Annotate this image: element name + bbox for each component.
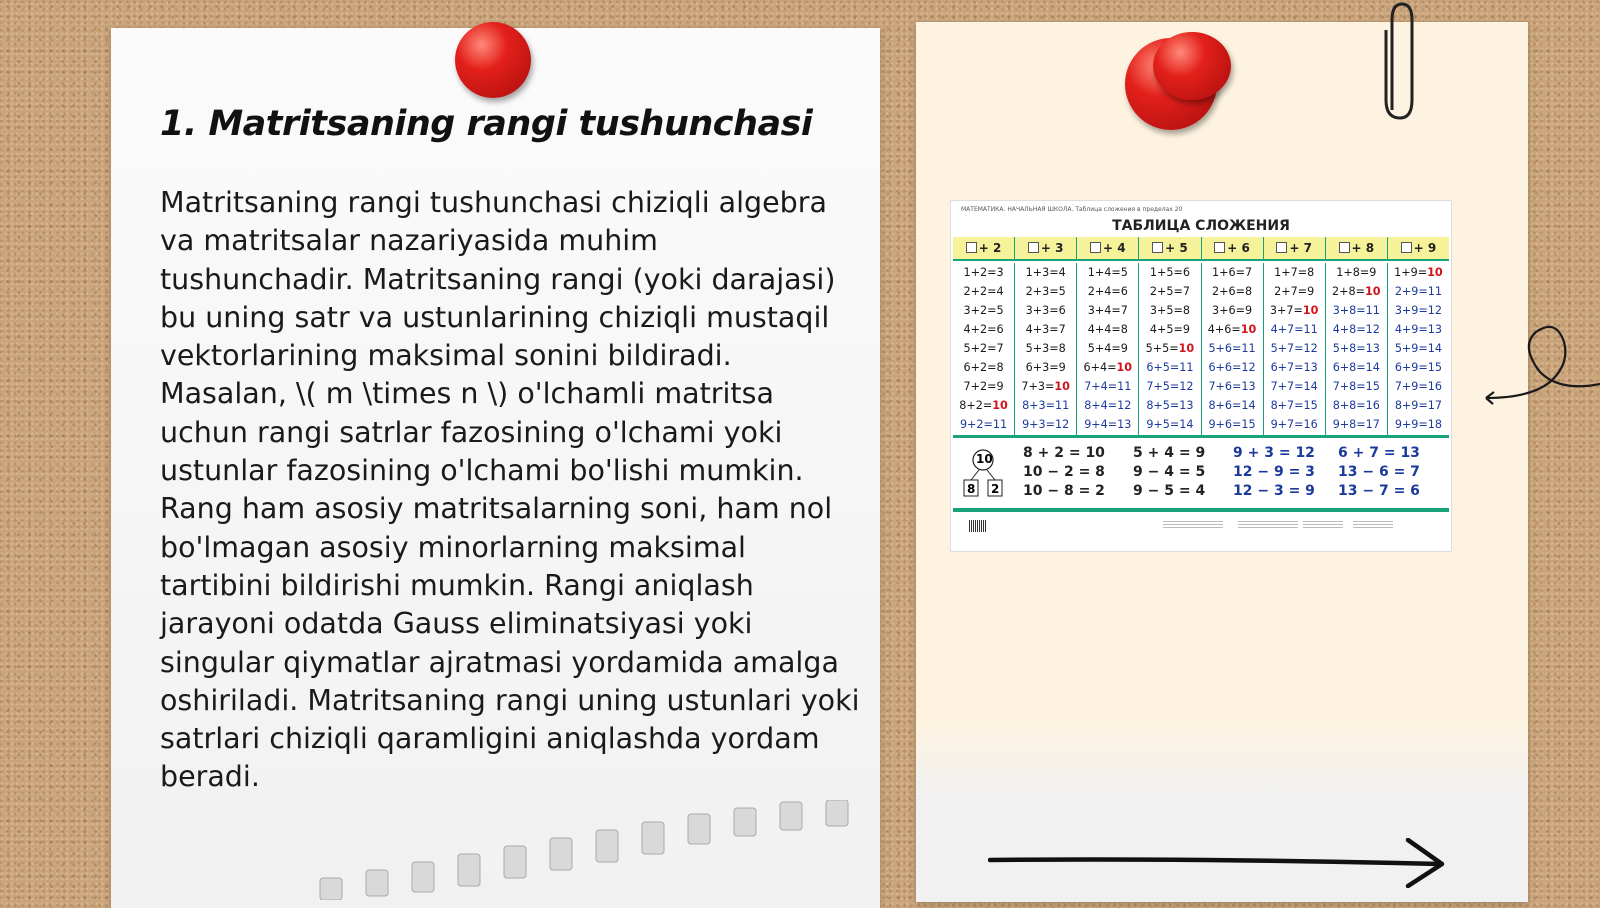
column-header: + 9 (1388, 237, 1449, 259)
addition-fact: 2+9=11 (1394, 285, 1443, 298)
addition-fact: 8+8=16 (1332, 399, 1380, 412)
addition-fact: 4+3=7 (1025, 323, 1066, 336)
addition-fact: 7+3=10 (1021, 380, 1070, 393)
curled-arrow-doodle (1480, 312, 1600, 412)
arrow-right-icon (988, 838, 1448, 888)
addition-fact: 7+5=12 (1146, 380, 1194, 393)
addition-fact: 2+5=7 (1149, 285, 1190, 298)
addition-fact: 9+4=13 (1084, 418, 1132, 431)
column-header: + 8 (1326, 237, 1388, 259)
addition-column (1264, 263, 1326, 435)
addition-fact: 5+4=9 (1087, 342, 1128, 355)
addition-fact: 8+9=17 (1394, 399, 1443, 412)
sum-line: 6 + 7 = 13 (1338, 445, 1420, 461)
addition-fact: 8+7=15 (1270, 399, 1318, 412)
red-pushpin-icon (1153, 32, 1231, 100)
slide-body-text: Matritsaning rangi tushunchasi chiziqli algebra va matritsalar nazariyasida muhim tushunchadir. Matritsaning rangi (yoki darajasi) bu uning satr va ustunlarining chiziqli mustaqil vektorlarining maksimal sonini bildiradi. Masalan, \( m \times n \) o'lchamli matritsa uchun rangi satrlar fazosining o'lchami yoki ustunlar fazosining o'lchami bo'lishi mumkin. Rang ham asosiy matritsalarning soni, ham nol bo'lmagan asosiy minorlarning maksimal tartibini bildirishi mumkin. Rangi aniqlash jarayoni odatda Gauss eliminatsiyasi yoki singular qiymatlar ajratmasi yordamida amalga oshiriladi. Matritsaning rangi uning ustunlari yoki satrlari chiziqli qaramligini aniqlashda yordam beradi. (160, 186, 860, 794)
addition-fact: 2+4=6 (1087, 285, 1128, 298)
column-header: + 7 (1264, 237, 1326, 259)
addition-grid (953, 263, 1449, 435)
addition-fact: 6+7=13 (1270, 361, 1318, 374)
box-number: 2 (991, 482, 1000, 496)
addition-fact: 8+2=10 (959, 399, 1008, 412)
barcode-icon (969, 520, 987, 532)
addition-fact: 9+3=12 (1022, 418, 1070, 431)
addition-fact: 7+4=11 (1084, 380, 1132, 393)
paperclip-icon (1378, 0, 1418, 125)
addition-fact: 1+4=5 (1087, 266, 1128, 279)
sum-line: 5 + 4 = 9 (1133, 445, 1206, 461)
addition-fact: 9+8=17 (1332, 418, 1380, 431)
addition-fact: 9+5=14 (1146, 418, 1194, 431)
example-sums (953, 435, 1449, 508)
addition-fact: 7+9=16 (1394, 380, 1443, 393)
addition-column (1388, 263, 1449, 435)
addition-fact: 1+8=9 (1336, 266, 1377, 279)
addition-fact: 4+4=8 (1087, 323, 1128, 336)
addition-fact: 7+2=9 (963, 380, 1004, 393)
addition-fact: 8+3=11 (1022, 399, 1070, 412)
addition-fact: 6+2=8 (963, 361, 1004, 374)
addition-fact: 2+8=10 (1332, 285, 1381, 298)
sum-line: 13 − 7 = 6 (1338, 483, 1420, 499)
addition-fact: 3+5=8 (1149, 304, 1190, 317)
addition-column (1139, 263, 1201, 435)
addition-fact: 7+7=14 (1270, 380, 1318, 393)
addition-fact: 5+6=11 (1208, 342, 1256, 355)
sum-line: 9 + 3 = 12 (1233, 445, 1315, 461)
sum-line: 10 − 8 = 2 (1023, 483, 1105, 499)
addition-fact: 1+7=8 (1274, 266, 1315, 279)
addition-column (953, 263, 1015, 435)
addition-fact: 8+4=12 (1084, 399, 1132, 412)
addition-fact: 5+2=7 (963, 342, 1004, 355)
addition-fact: 9+7=16 (1270, 418, 1318, 431)
addition-fact: 6+9=15 (1394, 361, 1443, 374)
addition-fact: 8+5=13 (1146, 399, 1194, 412)
addition-fact: 7+6=13 (1208, 380, 1256, 393)
addition-fact: 3+7=10 (1269, 304, 1319, 317)
addition-fact: 3+6=9 (1212, 304, 1253, 317)
addition-fact: 3+8=11 (1332, 304, 1380, 317)
addition-fact: 1+5=6 (1149, 266, 1190, 279)
addition-fact: 5+7=12 (1270, 342, 1318, 355)
column-header: + 2 (953, 237, 1015, 259)
addition-fact: 5+3=8 (1025, 342, 1066, 355)
addition-fact: 4+9=13 (1394, 323, 1443, 336)
sum-line: 13 − 6 = 7 (1338, 464, 1420, 480)
addition-fact: 2+3=5 (1025, 285, 1066, 298)
sum-line: 9 − 4 = 5 (1133, 464, 1206, 480)
column-header: + 5 (1139, 237, 1201, 259)
addition-fact: 1+3=4 (1025, 266, 1066, 279)
addition-fact: 4+8=12 (1332, 323, 1380, 336)
addition-fact: 9+6=15 (1208, 418, 1256, 431)
addition-fact: 6+4=10 (1083, 361, 1133, 374)
addition-fact: 2+2=4 (963, 285, 1004, 298)
red-pushpin-icon (455, 22, 531, 98)
addition-fact: 6+3=9 (1025, 361, 1066, 374)
circle-number: 10 (976, 452, 993, 466)
sum-line: 8 + 2 = 10 (1023, 445, 1105, 461)
addition-fact: 8+6=14 (1208, 399, 1256, 412)
addition-fact: 4+5=9 (1149, 323, 1190, 336)
addition-fact: 5+9=14 (1394, 342, 1443, 355)
addition-fact: 6+5=11 (1146, 361, 1194, 374)
sum-line: 9 − 5 = 4 (1133, 483, 1206, 499)
addition-column (1077, 263, 1139, 435)
addition-table-image (950, 200, 1452, 552)
addition-fact: 5+5=10 (1145, 342, 1195, 355)
slide-title: 1. Matritsaning rangi tushunchasi (160, 104, 813, 144)
poster-footer (953, 508, 1449, 538)
torn-paper-edge (300, 800, 880, 900)
addition-fact: 6+8=14 (1332, 361, 1380, 374)
column-header: + 4 (1077, 237, 1139, 259)
addition-fact: 7+8=15 (1332, 380, 1380, 393)
addition-fact: 9+9=18 (1394, 418, 1443, 431)
addition-fact: 6+6=12 (1208, 361, 1256, 374)
sum-line: 12 − 9 = 3 (1233, 464, 1315, 480)
addition-fact: 2+7=9 (1274, 285, 1315, 298)
addition-fact: 3+4=7 (1087, 304, 1128, 317)
addition-fact: 4+2=6 (963, 323, 1004, 336)
box-number: 8 (967, 482, 976, 496)
addition-fact: 3+3=6 (1025, 304, 1066, 317)
addition-fact: 5+8=13 (1332, 342, 1380, 355)
poster-title: ТАБЛИЦА СЛОЖЕНИЯ (1112, 218, 1290, 234)
addition-fact: 3+9=12 (1394, 304, 1443, 317)
column-header: + 3 (1015, 237, 1077, 259)
column-header: + 6 (1202, 237, 1264, 259)
sum-line: 12 − 3 = 9 (1233, 483, 1315, 499)
addition-fact: 4+7=11 (1270, 323, 1318, 336)
addition-fact: 2+6=8 (1212, 285, 1253, 298)
addition-column (1202, 263, 1264, 435)
addition-fact: 9+2=11 (959, 418, 1008, 431)
addition-column (1326, 263, 1388, 435)
sum-line: 10 − 2 = 8 (1023, 464, 1105, 480)
poster-header: МАТЕМАТИКА. НАЧАЛЬНАЯ ШКОЛА. Таблица сложения в пределах 20 (961, 206, 1183, 213)
addition-fact: 1+2=3 (963, 266, 1004, 279)
column-headers (953, 237, 1449, 261)
addition-fact: 4+6=10 (1207, 323, 1257, 336)
addition-fact: 1+9=10 (1394, 266, 1443, 279)
addition-fact: 3+2=5 (963, 304, 1004, 317)
addition-column (1015, 263, 1077, 435)
addition-fact: 1+6=7 (1212, 266, 1253, 279)
